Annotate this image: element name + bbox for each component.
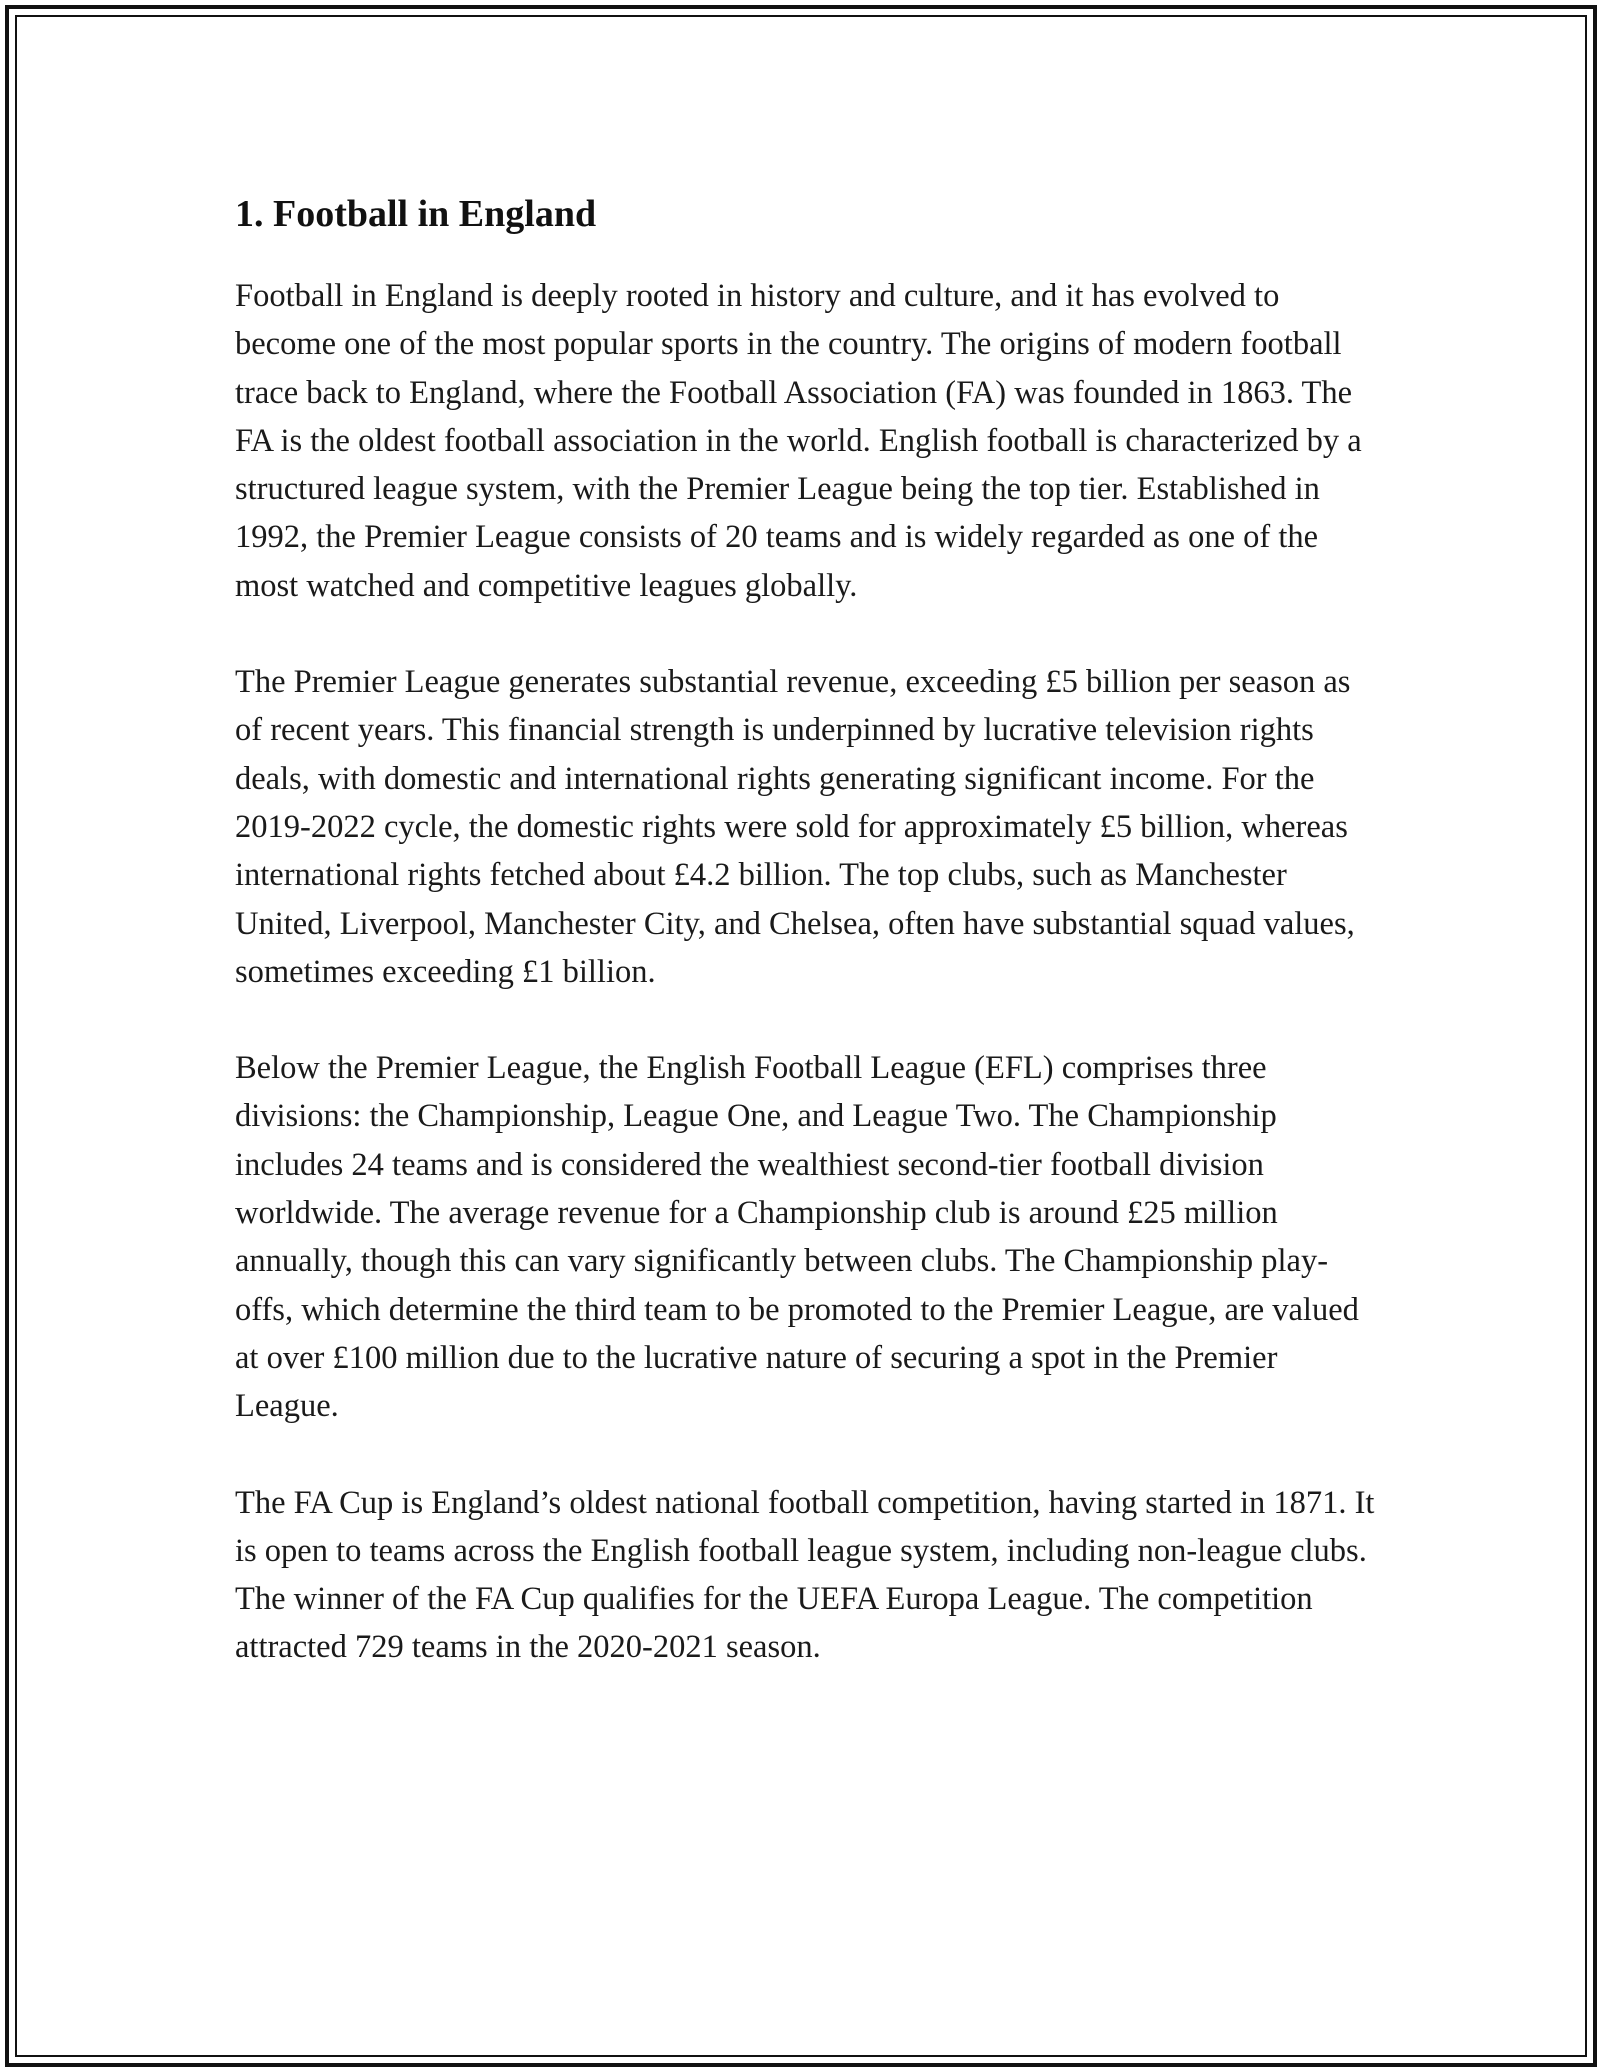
paragraph-efl: Below the Premier League, the English Football League (EFL) comprises three divisions: the Championship, League One, and League Two. The Championship includes 24 teams and is considered the wealthiest second-tier football division worldwide. The average revenue for a Championship club is around £25 million annually, though this can vary significantly between clubs. The Championship play-offs, which determine the third team to be promoted to the Premier League, are valued at over £100 million due to the lucrative nature of securing a spot in the Premier League. — [235, 1050, 1359, 1425]
section-heading: 1. Football in England — [235, 193, 597, 235]
paragraph-fa-cup: The FA Cup is England’s oldest national football competition, having started in 1871. It is open to teams across the English football league system, including non-league clubs. The winner of the FA Cup qualifies for the UEFA Europa League. The competition attracted 729 teams in the 2020-2021 season. — [235, 1484, 1375, 1666]
paragraph-history: Football in England is deeply rooted in history and culture, and it has evolved to become one of the most popular sports in the country. The origins of modern football trace back to England, where the Football Association (FA) was founded in 1863. The FA is the oldest football association in the world. English football is characterized by a structured league system, with the Premier League being the top tier. Established in 1992, the Premier League consists of 20 teams and is widely regarded as one of the most watched and competitive leagues globally. — [235, 278, 1362, 604]
paragraph-premier-league-revenue: The Premier League generates substantial revenue, exceeding £5 billion per season as of recent years. This financial strength is underpinned by lucrative television rights deals, with domestic and international rights generating significant income. For the 2019-2022 cycle, the domestic rights were sold for approximately £5 billion, whereas international rights fetched about £4.2 billion. The top clubs, such as Manchester United, Liverpool, Manchester City, and Chelsea, often have substantial squad values, sometimes exceeding £1 billion. — [235, 664, 1355, 990]
document-body — [235, 186, 1375, 1720]
